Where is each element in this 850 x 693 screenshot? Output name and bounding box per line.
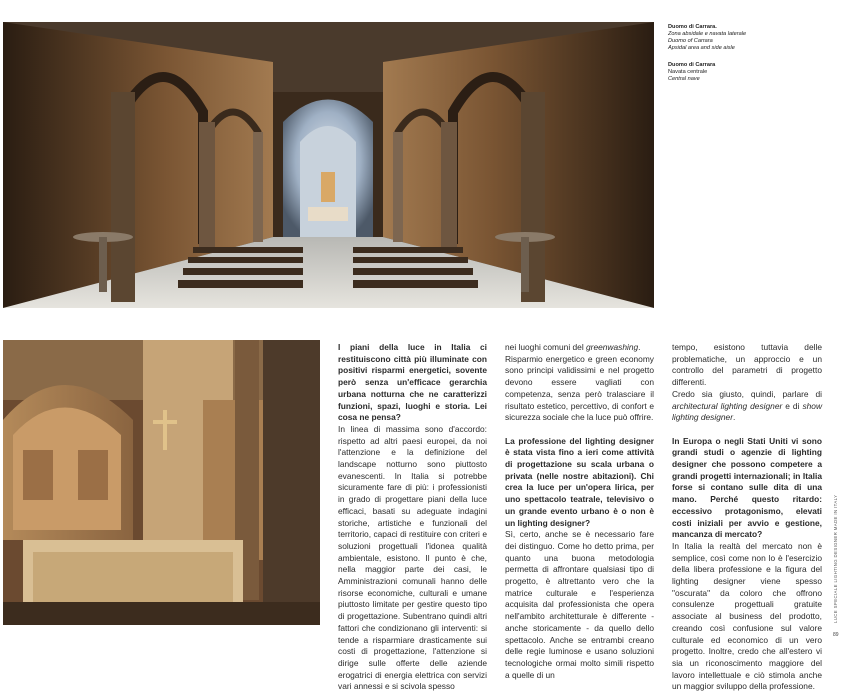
interview-answer: In Italia la realtà del mercato non è semplice, così come non lo è l'esercizio della libera professione e la figura del lighting designer viene spesso "oscurata" da coloro che offrono consulenze progettuali gratuite associate al business del prodotto, creando così confusione sul valore culturale ed economico di un vero progetto. Inoltre, credo che all'estero vi sia un riconoscimento maggiore del lavoro intellettuale e ciò stimola anche un maggior sviluppo della professione. <box>672 540 822 692</box>
caption-title: Duomo di Carrara <box>668 62 716 68</box>
apse-photo <box>3 340 320 625</box>
page-number: 89 <box>833 632 839 638</box>
caption-title: Duomo di Carrara. <box>668 24 717 30</box>
caption-line: Duomo of Carrara <box>668 38 713 44</box>
interview-answer: In linea di massima sono d'accordo: rispetto ad altri paesi europei, da noi l'attenzione e la definizione del landscape notturno sono piuttosto evanescenti. In Italia si potrebbe sicuramente fare di più: i professionisti in grado di progettare piani della luce efficaci, basati su adeguate indagini storiche, artistiche e funzionali del territorio, capaci di restituire con criteri e soluzioni progettuali l'idonea qualità ambientale, esistono. Il punto è che, nella maggior parte dei casi, le Amministrazioni comunali hanno delle risorse economiche, culturali e umane piuttosto limitate per gestire questo tipo di progettazione. Subentrano quindi altri fattori che condizionano gli interventi: si tende a risparmiare drasticamente sui costi di progettazione, l'attenzione si dirige sulle offerte delle aziende erogatrici di energia elettrica con servizi vari annessi e si scivola spesso <box>338 423 487 692</box>
paragraph: tempo, esistono tuttavia delle problematiche, un approccio e un controllo del parametri di progetto differenti. <box>672 342 822 388</box>
text-column-1 <box>338 342 487 693</box>
apse-illustration <box>3 340 320 625</box>
caption-second <box>668 62 808 83</box>
nave-photo <box>3 22 654 308</box>
paragraph: Risparmio energetico e green economy sono principi validissimi e nel progetto devono essere vagliati con competenza, senza però tralasciare il risultato estetico, percettivo, di confort e sicurezza sociale che la luce può offrire. <box>505 353 654 423</box>
text-column-3 <box>672 342 822 693</box>
caption-first <box>668 24 808 52</box>
interview-question: In Europa o negli Stati Uniti vi sono grandi studi o agenzie di lighting designer che possono competere a grandi progetti internazionali; in Italia forse si contano sulle dita di una mano. Perché questo ritardo: eccessivo protagonismo, elevati costi iniziali per avvio e gestione, mancanza di mercato? <box>672 435 822 540</box>
interview-answer: Sì, certo, anche se è necessario fare dei distinguo. Come ho detto prima, per quanto una buona metodologia permetta di affrontare qualsiasi tipo di progetto, è altrettanto vero che la matrice culturale e l'esperienza acquisita dal professionista che opera nell'ambito architetturale è differente - anche storicamente - da quello dello spettacolo. Anche se entrambi creano delle regie luminose e usano soluzioni tecnologiche ormai molto simili rispetto a quelle di un <box>505 529 654 680</box>
interview-question: La professione del lighting designer è stata vista fino a ieri come attività di progettazione su scala urbana o privata (nelle nostre abitazioni). Chi crea la luce per un'opera lirica, per uno spettacolo teatrale, televisivo o un grande evento urbano è o non è un lighting designer? <box>505 435 654 528</box>
paragraph: nei luoghi comuni del greenwashing. <box>505 342 641 352</box>
nave-illustration <box>3 22 654 308</box>
caption-line: Apsidal area and side aisle <box>668 45 735 51</box>
caption-line: Navata centrale <box>668 69 708 75</box>
caption-line: Central nave <box>668 76 700 82</box>
caption-line: Zona absidale e navata laterale <box>668 31 747 37</box>
interview-question: I piani della luce in Italia ci restituiscono città più illuminate con positivi risparmi energetici, sovente però senza un'efficace gerarchia urbana notturna che ne caratterizzi funzioni, spazi, luoghi e storia. Lei cosa ne pensa? <box>338 342 487 423</box>
running-header-text: LUCE SPECIALE LIGHTING DESIGNER MADE IN ITALY <box>833 494 838 623</box>
running-header <box>833 494 843 623</box>
paragraph: Credo sia giusto, quindi, parlare di architectural lighting designer e di show lighting designer. <box>672 388 822 423</box>
text-column-2 <box>505 342 654 681</box>
